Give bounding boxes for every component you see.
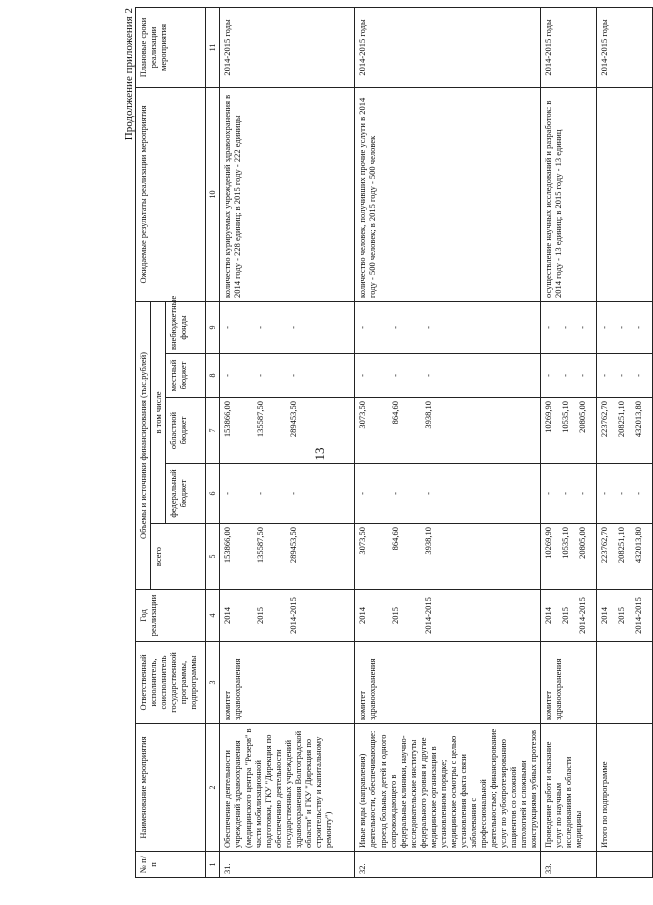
row-federal (220, 464, 355, 524)
row-name: Обеспечение деятельности учреждений здравоохранения (медицинского центра "Резерв" в части мобилизационной подготовки, ГКУ "Дирекция по обеспечению деятельности государственных учреждений здравоохранения Волгоградской области" и ГКУ "Дирекция по строительству и капитальному ремонту") (220, 724, 355, 852)
year-value: 2014-2015 (423, 597, 434, 634)
col-number: 1 (206, 852, 220, 878)
amount: 208251,10 (615, 401, 626, 438)
row-extrabudget (540, 301, 596, 353)
row-result: осуществление научных исследований и разработок: в 2014 году - 13 единиц; в 2015 году - 13 единиц (540, 87, 596, 301)
header-regional: областной бюджет (166, 398, 206, 464)
row-responsible: комитет здравоохранения (540, 642, 596, 724)
amount: - (357, 374, 368, 377)
amount: - (598, 492, 609, 495)
col-number: 10 (206, 87, 220, 301)
amount: 10269,90 (542, 527, 553, 559)
year-value: 2015 (390, 607, 401, 624)
amount: - (559, 374, 570, 377)
row-local (220, 354, 355, 398)
year-value: 2014-2015 (632, 597, 643, 634)
row-total (220, 524, 355, 590)
header-total: всего (151, 524, 206, 590)
subtotal-years (596, 590, 652, 642)
table-row (355, 7, 540, 877)
col-number: 3 (206, 642, 220, 724)
amount: 20805,00 (576, 527, 587, 559)
amount: 135587,50 (255, 527, 266, 564)
amount: 153866,00 (222, 527, 233, 564)
subtotal-regional (596, 398, 652, 464)
row-number: 31. (220, 852, 355, 878)
subtotal-federal (596, 464, 652, 524)
amount: - (357, 326, 368, 329)
year-value: 2014 (598, 607, 609, 624)
amount: 20805,00 (576, 401, 587, 433)
amount: 223762,70 (598, 527, 609, 564)
amount: 135587,50 (255, 401, 266, 438)
amount: - (615, 374, 626, 377)
amount: - (288, 492, 299, 495)
amount: - (423, 326, 434, 329)
year-value: 2014 (542, 607, 553, 624)
amount: - (288, 374, 299, 377)
col-number: 6 (206, 464, 220, 524)
header-federal: федеральный бюджет (166, 464, 206, 524)
row-local (540, 354, 596, 398)
header-local: местный бюджет (166, 354, 206, 398)
row-total (540, 524, 596, 590)
amount: 289453,50 (288, 527, 299, 564)
header-period: Плановые сроки реализации мероприятия (136, 7, 206, 87)
amount: 3938,10 (423, 401, 434, 429)
row-local (355, 354, 540, 398)
row-result: количество курируемых учреждений здравоохранения в 2014 году - 228 единиц; в 2015 году - 222 единицы (220, 87, 355, 301)
col-number: 7 (206, 398, 220, 464)
row-extrabudget (355, 301, 540, 353)
amount: - (615, 326, 626, 329)
row-years (355, 590, 540, 642)
col-number: 4 (206, 590, 220, 642)
row-federal (355, 464, 540, 524)
subtotal-result (596, 87, 652, 301)
header-financing: Объемы и источники финансирования (тыс.рублей) (136, 301, 151, 589)
year-value: 2015 (255, 607, 266, 624)
amount: - (559, 326, 570, 329)
amount: - (222, 326, 233, 329)
year-value: 2014-2015 (288, 597, 299, 634)
amount: - (222, 492, 233, 495)
amount: 10535,10 (559, 401, 570, 433)
header-results: Ожидаемые результаты реализации мероприятия (136, 87, 206, 301)
table-row (220, 7, 355, 877)
program-table (135, 7, 653, 878)
amount: - (632, 492, 643, 495)
row-responsible: комитет здравоохранения (220, 642, 355, 724)
col-number: 11 (206, 7, 220, 87)
row-responsible: комитет здравоохранения (355, 642, 540, 724)
header-including: в том числе (151, 301, 166, 523)
amount: - (288, 326, 299, 329)
amount: - (576, 374, 587, 377)
subtotal-number (596, 852, 652, 878)
amount: 10269,90 (542, 401, 553, 433)
amount: - (615, 492, 626, 495)
header-responsible: Ответственный исполнитель, соисполнитель государственной программы, подпрограммы (136, 642, 206, 724)
continuation-title: Продолжение приложения 2 (123, 8, 135, 141)
row-number: 33. (540, 852, 596, 878)
row-name: Проведение работ и оказание услуг по научным исследованиям в области медицины (540, 724, 596, 852)
amount: - (542, 374, 553, 377)
subtotal-responsible (596, 642, 652, 724)
amount: 3073,50 (357, 401, 368, 429)
year-value: 2015 (559, 607, 570, 624)
amount: - (598, 326, 609, 329)
amount: - (255, 374, 266, 377)
year-value: 2014-2015 (576, 597, 587, 634)
row-years (540, 590, 596, 642)
subtotal-period: 2014-2015 годы (596, 7, 652, 87)
table-row (540, 7, 596, 877)
subtotal-row (596, 7, 652, 877)
amount: - (390, 374, 401, 377)
row-years (220, 590, 355, 642)
row-federal (540, 464, 596, 524)
amount: - (357, 492, 368, 495)
amount: 864,60 (390, 527, 401, 551)
year-value: 2014 (357, 607, 368, 624)
amount: 3938,10 (423, 527, 434, 555)
amount: - (576, 492, 587, 495)
amount: - (632, 326, 643, 329)
row-regional (540, 398, 596, 464)
amount: - (598, 374, 609, 377)
row-number: 32. (355, 852, 540, 878)
amount: - (390, 492, 401, 495)
year-value: 2015 (615, 607, 626, 624)
col-number: 2 (206, 724, 220, 852)
row-period: 2014-2015 годы (355, 7, 540, 87)
col-number: 8 (206, 354, 220, 398)
header-name: Наименование мероприятия (136, 724, 206, 852)
year-value: 2014 (222, 607, 233, 624)
amount: - (423, 374, 434, 377)
amount: - (423, 492, 434, 495)
row-result: количество человек, получивших прочие услуги в 2014 году - 500 человек; в 2015 году - 500 человек (355, 87, 540, 301)
col-number: 9 (206, 301, 220, 353)
amount: 208251,10 (615, 527, 626, 564)
amount: 10535,10 (559, 527, 570, 559)
amount: 3073,50 (357, 527, 368, 555)
header-extrabudget: внебюджетные фонды (166, 301, 206, 353)
subtotal-local (596, 354, 652, 398)
col-number: 5 (206, 524, 220, 590)
row-name: Иные виды (направления) деятельности, обеспечивающие: проезд больных детей и одного сопровождающего в федеральные клиники, научно-исследовательские институты федерального уровня и другие медицинские организации в установленном порядке; медицинские осмотры с целью установления факта связи заболевания с профессиональной деятельностью; финансирование услуг по зубопротезированию пациентов со сложной патологией и сложными конструкциями зубных протезов (355, 724, 540, 852)
amount: 153866,00 (222, 401, 233, 438)
row-total (355, 524, 540, 590)
row-regional (220, 398, 355, 464)
row-period: 2014-2015 годы (220, 7, 355, 87)
amount: 864,60 (390, 401, 401, 425)
amount: - (542, 326, 553, 329)
row-period: 2014-2015 годы (540, 7, 596, 87)
amount: - (632, 374, 643, 377)
header-no: № п/п (136, 852, 206, 878)
amount: - (390, 326, 401, 329)
amount: - (542, 492, 553, 495)
amount: - (255, 492, 266, 495)
amount: 289453,50 (288, 401, 299, 438)
subtotal-extrabudget (596, 301, 652, 353)
page-number: 13 (312, 447, 327, 461)
subtotal-name: Итого по подпрограмме (596, 724, 652, 852)
amount: - (576, 326, 587, 329)
row-regional (355, 398, 540, 464)
subtotal-total (596, 524, 652, 590)
amount: - (559, 492, 570, 495)
rotated-page (123, 8, 643, 878)
amount: - (222, 374, 233, 377)
amount: 223762,70 (598, 401, 609, 438)
amount: - (255, 326, 266, 329)
amount: 432013,80 (632, 527, 643, 564)
header-year: Год реализации (136, 590, 206, 642)
amount: 432013,80 (632, 401, 643, 438)
row-extrabudget (220, 301, 355, 353)
